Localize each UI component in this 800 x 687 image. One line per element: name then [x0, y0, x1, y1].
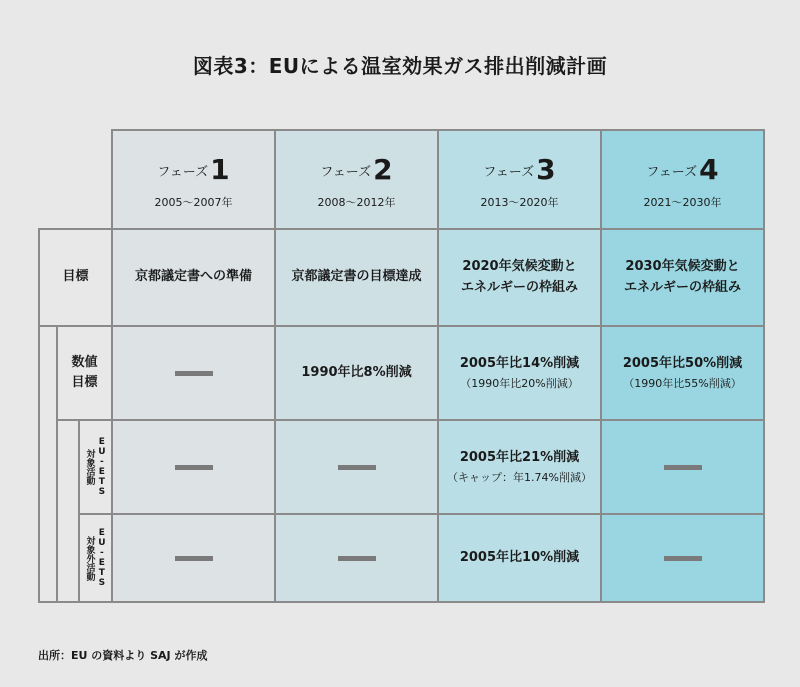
- source-note: 出所：EU の資料より SAJ が作成: [38, 649, 208, 662]
- numeric-target-cell: [438, 326, 601, 420]
- numeric-target-label-line2: 目標: [71, 375, 98, 390]
- target-main: 2005年比14%削減: [459, 356, 580, 372]
- ets-non-covered-cell: [601, 514, 764, 602]
- row-subgroup-gutter: [57, 420, 79, 514]
- ets-covered-label: [79, 420, 112, 514]
- target-main: 2005年比10%削減: [459, 549, 580, 565]
- reduction-plan-table: [38, 129, 765, 603]
- numeric-target-cell: [601, 326, 764, 420]
- numeric-target-label: [57, 326, 112, 420]
- numeric-target-label-line1: 数値: [71, 354, 98, 370]
- ets-covered-cell: [275, 420, 438, 514]
- ets-covered-cell: [112, 420, 275, 514]
- phase-years: 2005～2007年: [154, 195, 233, 209]
- not-applicable-dash: [175, 556, 213, 561]
- goal-cell: 京都議定書の目標達成: [275, 229, 438, 326]
- ets-covered-cell: [438, 420, 601, 514]
- target-main: 2005年比21%削減: [459, 450, 580, 466]
- target-main: 2005年比50%削減: [622, 356, 743, 372]
- numeric-target-row: [39, 326, 764, 420]
- phase-header-1: [112, 130, 275, 229]
- not-applicable-dash: [664, 465, 702, 470]
- phase-label: フェーズ: [646, 165, 698, 181]
- not-applicable-dash: [664, 556, 702, 561]
- ets-covered-cell: [601, 420, 764, 514]
- phase-number: 3: [536, 153, 556, 187]
- goal-cell: 2020年気候変動とエネルギーの枠組み: [438, 229, 601, 326]
- not-applicable-dash: [338, 465, 376, 470]
- phase-number: 2: [373, 153, 393, 187]
- ets-label-part: EU-ETS: [96, 528, 107, 588]
- target-sub: （1990年比20%削減）: [460, 376, 579, 390]
- target-sub: （キャップ：年1.74%削減）: [447, 470, 592, 484]
- phase-number: 1: [210, 153, 230, 187]
- ets-non-covered-row: [39, 514, 764, 602]
- phase-label: フェーズ: [483, 165, 535, 181]
- target-sub: （1990年比55%削減）: [623, 376, 742, 390]
- activity-label-part: 対象外活動: [84, 535, 95, 581]
- row-group-gutter: [39, 326, 57, 420]
- target-main: 1990年比8%削減: [301, 364, 412, 380]
- row-group-gutter: [39, 420, 57, 514]
- ets-label-part: EU-ETS: [96, 437, 107, 497]
- goal-row: [39, 229, 764, 326]
- corner-blank: [39, 130, 112, 229]
- not-applicable-dash: [338, 556, 376, 561]
- row-subgroup-gutter: [57, 514, 79, 602]
- activity-label-part: 対象活動: [84, 449, 95, 485]
- ets-non-covered-label: [79, 514, 112, 602]
- numeric-target-cell: [112, 326, 275, 420]
- phase-header-4: [601, 130, 764, 229]
- phase-header-row: [39, 130, 764, 229]
- phase-years: 2013～2020年: [480, 195, 559, 209]
- ets-covered-row: [39, 420, 764, 514]
- ets-non-covered-cell: [112, 514, 275, 602]
- phase-header-3: [438, 130, 601, 229]
- goal-cell: 京都議定書への準備: [112, 229, 275, 326]
- goal-cell: 2030年気候変動とエネルギーの枠組み: [601, 229, 764, 326]
- phase-label: フェーズ: [320, 165, 372, 181]
- not-applicable-dash: [175, 465, 213, 470]
- numeric-target-cell: [275, 326, 438, 420]
- ets-non-covered-cell: [275, 514, 438, 602]
- not-applicable-dash: [175, 371, 213, 376]
- phase-years: 2008～2012年: [317, 195, 396, 209]
- phase-years: 2021～2030年: [643, 195, 722, 209]
- ets-non-covered-cell: [438, 514, 601, 602]
- phase-number: 4: [699, 153, 719, 187]
- page-title: 図表3：EUによる温室効果ガス排出削減計画: [192, 54, 608, 78]
- phase-label: フェーズ: [157, 165, 209, 181]
- phase-header-2: [275, 130, 438, 229]
- row-group-gutter: [39, 514, 57, 602]
- goal-row-label: 目標: [39, 229, 112, 326]
